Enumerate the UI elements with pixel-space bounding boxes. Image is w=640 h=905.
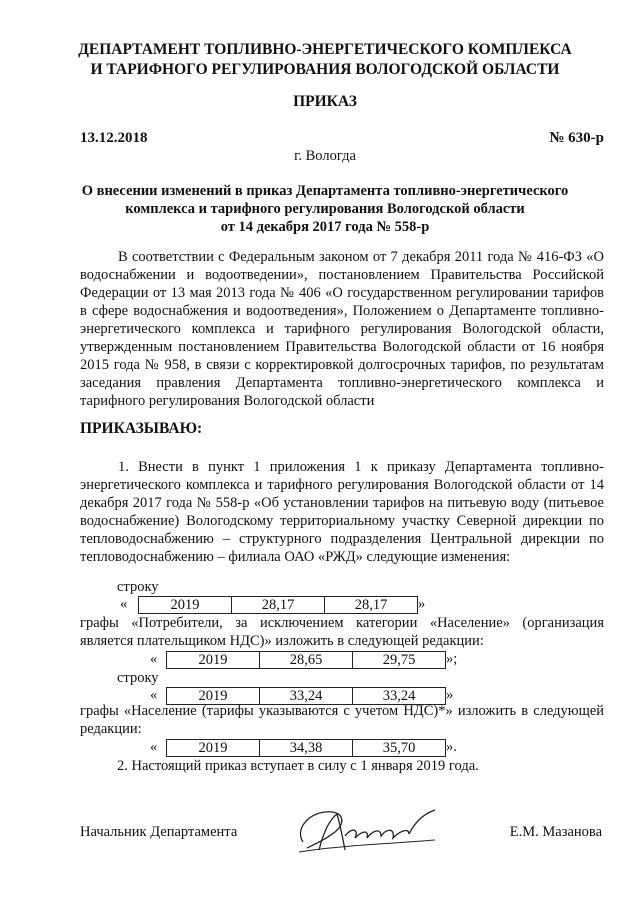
table-cell-value: 33,24: [353, 688, 446, 705]
item-2-paragraph: 2. Настоящий приказ вступает в силу с 1 января 2019 года.: [117, 758, 479, 774]
signature-name: Е.М. Мазанова: [509, 824, 602, 840]
row-word-1: строку: [117, 579, 159, 595]
item-1-paragraph: 1. Внести в пункт 1 приложения 1 к приказу Департамента топливно-энергетического комплекса и тарифного регулирования Вологодской области от 14 декабря 2017 года № 558-р «Об установлении тарифов на питьевую воду (питьевое водоснабжение) Вологодскому территориальному участку Северной дирекции по тепловодоснабжению – структурного подразделения Центральной дирекции по тепловодоснабжению – филиала ОАО «РЖД» следующие изменения:: [80, 459, 604, 565]
open-quote-2: «: [150, 651, 158, 667]
tariff-table-2: [166, 651, 446, 669]
table-cell-year: 2019: [167, 688, 260, 705]
close-semicolon-2: »;: [446, 651, 458, 667]
open-quote-3: «: [150, 687, 158, 703]
subject-line-2: комплекса и тарифного регулирования Вологодской области: [125, 201, 525, 217]
document-date: 13.12.2018: [80, 130, 148, 146]
department-header: [60, 40, 590, 80]
document-type: ПРИКАЗ: [293, 93, 357, 110]
tariff-table-1: [138, 596, 418, 614]
preamble-paragraph: В соответствии с Федеральным законом от 7 декабря 2011 года № 416-ФЗ «О водоснабжении и водоотведении», постановлением Правительства Российской Федерации от 13 мая 2013 года № 406 «О государственном регулировании тарифов в сфере водоснабжения и водоотведения», Положением о Департаменте топливно-энергетического комплекса и тарифного регулирования Вологодской области, утвержденным постановлением Правительства Вологодской области от 16 ноября 2015 года № 958, в связи с корректировкой долгосрочных тарифов, по результатам заседания правления Департамента топливно-энергетического комплекса и тарифного регулирования Вологодской области: [80, 249, 604, 409]
table-cell-value: 33,24: [260, 688, 353, 705]
table-row: [167, 652, 446, 669]
document-subject: [60, 182, 590, 236]
row-word-3: строку: [117, 670, 159, 686]
tariff-table-4: [166, 739, 446, 757]
graph-text-2: графы «Население (тарифы указываются с учетом НДС)*» изложить в следующей редакции:: [80, 703, 604, 737]
table-cell-value: 34,38: [260, 740, 353, 757]
close-quote-3: »: [446, 687, 454, 703]
document-number: № 630-р: [549, 130, 604, 146]
close-period-4: ».: [446, 739, 457, 755]
open-quote-4: «: [150, 739, 158, 755]
table-cell-value: 35,70: [353, 740, 446, 757]
table-cell-year: 2019: [167, 652, 260, 669]
table-cell-value: 28,17: [325, 597, 418, 614]
handwritten-signature: [285, 800, 455, 860]
table-cell-year: 2019: [167, 740, 260, 757]
graph-text-1: графы «Потребители, за исключением категории «Население» (организация является плательщиком НДС)» изложить в следующей редакции:: [80, 615, 604, 649]
header-line-1: ДЕПАРТАМЕНТ ТОПЛИВНО-ЭНЕРГЕТИЧЕСКОГО КОМПЛЕКСА: [78, 41, 572, 58]
order-word: ПРИКАЗЫВАЮ:: [80, 420, 203, 437]
close-quote-1: »: [418, 596, 426, 612]
signature-position: Начальник Департамента: [80, 824, 238, 840]
table-row: [167, 740, 446, 757]
document-city: г. Вологда: [294, 148, 356, 164]
table-cell-value: 28,17: [232, 597, 325, 614]
table-cell-value: 28,65: [260, 652, 353, 669]
subject-line-3: от 14 декабря 2017 года № 558-р: [220, 219, 430, 235]
header-line-2: И ТАРИФНОГО РЕГУЛИРОВАНИЯ ВОЛОГОДСКОЙ ОБЛАСТИ: [90, 61, 560, 78]
table-cell-value: 29,75: [353, 652, 446, 669]
table-row: [139, 597, 418, 614]
table-cell-year: 2019: [139, 597, 232, 614]
subject-line-1: О внесении изменений в приказ Департамента топливно-энергетического: [81, 183, 569, 199]
open-quote-1: «: [120, 596, 128, 612]
